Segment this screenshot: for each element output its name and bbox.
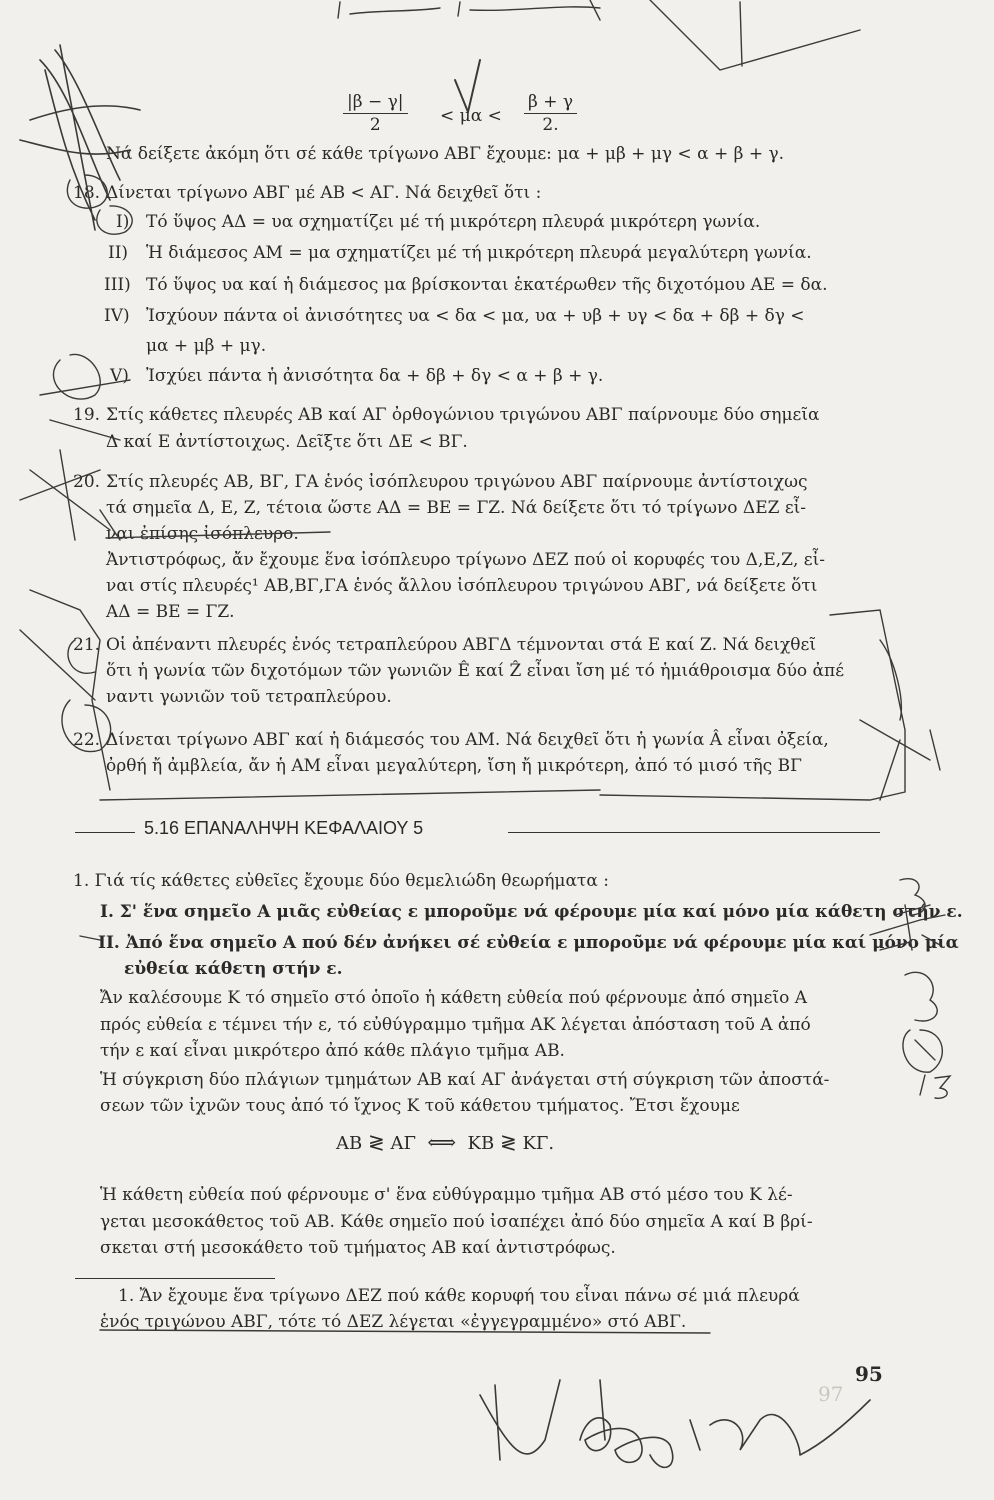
signature [480, 1380, 870, 1467]
exercise-21-number: 21. [73, 635, 101, 655]
distance-line: πρός εὐθεία ε τέμνει τήν ε, τό εὐθύγραμμο τμῆμα ΑΚ λέγεται ἀπόσταση τοῦ Α ἀπό [100, 1015, 811, 1035]
cross-mark [20, 450, 120, 540]
formula-relation: ≷ [367, 1130, 385, 1154]
formula-lhs: ΑΒ [336, 1133, 363, 1154]
fraction-right-denominator: 2. [542, 115, 559, 135]
comparison-line: Ἡ σύγκριση δύο πλάγιων τμημάτων ΑΒ καί ΑΓ ἀνάγεται στή σύγκριση τῶν ἀποστά- [100, 1070, 830, 1090]
heavy-scribble [20, 45, 140, 230]
section-title: 5.16 ΕΠΑΝΑΛΗΨΗ ΚΕΦΑΛΑΙΟΥ 5 [144, 818, 424, 838]
inequality-middle: < μα < [440, 106, 502, 126]
page-number: 95 [855, 1362, 883, 1386]
exercise-19-number: 19. [73, 405, 101, 425]
top-right-lines [650, 0, 860, 70]
theorem-1: I. Σ' ἕνα σημεῖο Α μιᾶς εὐθείας ε μποροῦμε νά φέρουμε μία καί μόνο μία κάθετη στήν ε. [100, 902, 963, 922]
underline-mark [100, 1330, 710, 1333]
formula-rhs2: ΚΓ. [522, 1133, 555, 1154]
exercise-21-line: ναντι γωνιῶν τοῦ τετραπλεύρου. [106, 687, 392, 707]
exercise-19-line: Δ καί Ε ἀντίστοιχως. Δεῖξτε ὅτι ΔΕ < ΒΓ. [106, 432, 468, 452]
circle-mark [68, 640, 95, 673]
fraction-right-numerator: β + γ [524, 92, 577, 114]
equivalence-arrow: ⟺ [427, 1130, 457, 1154]
review-paragraph: 1. Γιά τίς κάθετες εὐθεῖες ἔχουμε δύο θεμελιώδη θεωρήματα : [73, 871, 609, 891]
exercise-18-item-text: Τό ὕψος υα καί ἡ διάμεσος μα βρίσκονται ἑκατέρωθεν τῆς διχοτόμου ΑΕ = δα. [146, 275, 828, 295]
exercise-20-line: ναι στίς πλευρές¹ ΑΒ,ΒΓ,ΓΑ ἑνός ἄλλου ἰσόπλευρου τριγώνου ΑΒΓ, νά δείξετε ὅτι [106, 576, 818, 596]
perpendicular-bisector-line: Ἡ κάθετη εὐθεία πού φέρνουμε σ' ἕνα εὐθύγραμμο τμῆμα ΑΒ στό μέσο του Κ λέ- [100, 1185, 793, 1205]
distance-line: Ἄν καλέσουμε Κ τό σημεῖο στό ὁποῖο ἡ κάθετη εὐθεία πού φέρνουμε ἀπό σημεῖο Α [100, 988, 808, 1008]
exercise-18-item-label: III) [104, 275, 131, 295]
scribble-mark [40, 354, 130, 440]
exercise-22-number: 22. [73, 730, 101, 750]
top-right-stroke [740, 2, 742, 66]
fraction-left-numerator: |β − γ| [343, 92, 408, 114]
note-line: Νά δείξετε ἀκόμη ὅτι σέ κάθε τρίγωνο ΑΒΓ ἔχουμε: μα + μβ + μγ < α + β + γ. [106, 144, 785, 164]
comparison-line: σεων τῶν ἰχνῶν τους ἀπό τό ἴχνος Κ τοῦ κάθετου τμήματος. Ἔτσι ἔχουμε [100, 1096, 740, 1116]
exercise-18-number: 18. [73, 183, 101, 203]
footnote-line: 1. Ἄν ἔχουμε ἕνα τρίγωνο ΔΕΖ πού κάθε κορυφή του εἶναι πάνω σέ μιά πλευρά [118, 1286, 800, 1306]
exercise-18-item-label: II) [108, 243, 129, 263]
formula-rhs1: ΚΒ [467, 1133, 495, 1154]
check-mark [455, 60, 480, 112]
exercise-22-line: ὀρθή ἤ ἀμβλεία, ἄν ἡ ΑΜ εἶναι μεγαλύτερη, ἴση ἤ μικρότερη, ἀπό τό μισό τῆς ΒΓ [106, 756, 802, 776]
exercise-20-line: Στίς πλευρές ΑΒ, ΒΓ, ΓΑ ἑνός ἰσόπλευρου τριγώνου ΑΒΓ παίρνουμε ἀντίστοιχως [106, 472, 808, 492]
exercise-18-item-continuation: μα + μβ + μγ. [146, 336, 267, 356]
formula-relation: ≷ [499, 1130, 517, 1154]
exercise-19-line: Στίς κάθετες πλευρές ΑΒ καί ΑΓ ὀρθογώνιου τριγώνου ΑΒΓ παίρνουμε δύο σημεῖα [106, 405, 820, 425]
exercise-20-line: ΑΔ = ΒΕ = ΓΖ. [106, 602, 235, 622]
underline-mark [106, 532, 330, 538]
circle-mark [97, 206, 132, 234]
exercise-20-number: 20. [73, 472, 101, 492]
exercise-18-item-text: Τό ὕψος ΑΔ = υα σχηματίζει μέ τή μικρότερη πλευρά μικρότερη γωνία. [146, 212, 761, 232]
formula-mid: ΑΓ [390, 1133, 416, 1154]
exercise-18-item-text: Ἰσχύουν πάντα οἱ ἀνισότητες υα < δα < μα, υα + υβ + υγ < δα + δβ + δγ < [146, 306, 805, 326]
distance-line: τήν ε καί εἶναι μικρότερο ἀπό κάθε πλάγιο τμῆμα ΑΒ. [100, 1041, 565, 1061]
perpendicular-bisector-line: γεται μεσοκάθετος τοῦ ΑΒ. Κάθε σημεῖο πού ἰσαπέχει ἀπό δύο σημεῖα Α καί Β βρί- [100, 1212, 813, 1232]
exercise-18-item-label: V) [110, 366, 129, 386]
right-scribble [860, 640, 940, 800]
theorem-2: II. Ἀπό ἕνα σημεῖο Α πού δέν ἀνήκει σέ εὐθεία ε μποροῦμε νά φέρουμε μία καί μόνο μία [98, 933, 959, 953]
theorem-2-continuation: εὐθεία κάθετη στήν ε. [124, 959, 343, 979]
exercise-18-item-label: IV) [104, 306, 130, 326]
margin-number [920, 1075, 950, 1098]
exercise-20-line: ναι ἐπίσης ἰσόπλευρο. [106, 524, 299, 544]
margin-number [905, 972, 937, 1021]
underline-mark [100, 790, 600, 800]
right-box [600, 610, 905, 800]
exercise-18-item-label: I) [116, 212, 130, 232]
margin-scribble [80, 936, 100, 940]
exercise-22-line: Δίνεται τρίγωνο ΑΒΓ καί ἡ διάμεσός του ΑΜ. Νά δειχθεῖ ὅτι ἡ γωνία Â εἶναι ὀξεία, [106, 730, 829, 750]
exercise-20-line: Ἀντιστρόφως, ἄν ἔχουμε ἕνα ἰσόπλευρο τρίγωνο ΔΕΖ πού οἱ κορυφές του Δ,Ε,Ζ, εἶ- [106, 550, 825, 570]
exercise-21-line: ὅτι ἡ γωνία τῶν διχοτόμων τῶν γωνιῶν Ê καί Ẑ εἶναι ἴση μέ τό ἡμιάθροισμα δύο ἀπέ [106, 661, 844, 681]
exercise-20-line: τά σημεῖα Δ, Ε, Ζ, τέτοια ὥστε ΑΔ = ΒΕ = ΓΖ. Νά δείξετε ὅτι τό τρίγωνο ΔΕΖ εἶ- [106, 498, 807, 518]
margin-number [895, 905, 945, 950]
exercise-18-item-text: Ἡ διάμεσος ΑΜ = μα σχηματίζει μέ τή μικρότερη πλευρά μεγαλύτερη γωνία. [146, 243, 812, 263]
exercise-18-text: Δίνεται τρίγωνο ΑΒΓ μέ ΑΒ < ΑΓ. Νά δειχθεῖ ὅτι : [106, 183, 542, 203]
fraction-left-denominator: 2 [369, 115, 381, 135]
margin-bracket [20, 590, 110, 790]
margin-number [903, 1030, 942, 1072]
perpendicular-bisector-line: σκεται στή μεσοκάθετο τοῦ τμήματος ΑΒ καί ἀντιστρόφως. [100, 1238, 616, 1258]
circle-mark [62, 700, 111, 752]
exercise-18-item-text: Ἰσχύει πάντα ἡ ἀνισότητα δα + δβ + δγ < α + β + γ. [146, 366, 604, 386]
top-scribble [338, 0, 600, 20]
exercise-21-line: Οἱ ἀπέναντι πλευρές ἑνός τετραπλεύρου ΑΒΓΔ τέμνονται στά Ε καί Ζ. Νά δειχθεῖ [106, 635, 817, 655]
bleed-through-page-number: 97 [818, 1382, 844, 1406]
margin-scribble [870, 920, 920, 950]
footnote-line: ἑνός τριγώνου ΑΒΓ, τότε τό ΔΕΖ λέγεται «ἐγγεγραμμένο» στό ΑΒΓ. [100, 1312, 687, 1332]
